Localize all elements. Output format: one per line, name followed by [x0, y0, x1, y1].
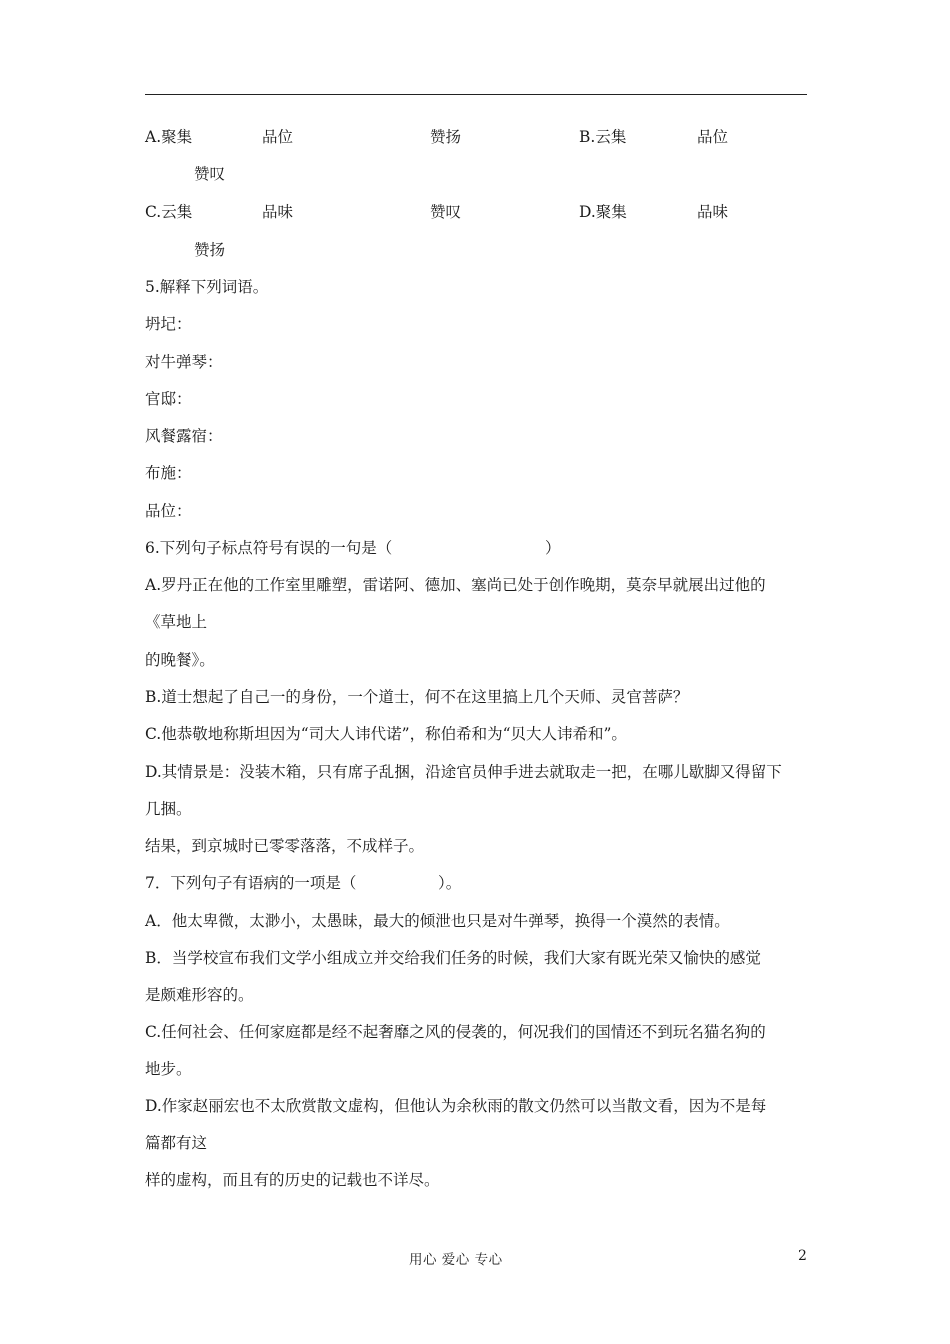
term-item: 品位： — [145, 502, 192, 520]
q6-option-d-line2: 几捆。 — [145, 800, 192, 818]
q6-option-c: C.他恭敬地称斯坦因为“司大人讳代诺”，称伯希和为“贝大人讳希和”。 — [145, 725, 627, 743]
option-c-word2: 品味 — [262, 203, 294, 221]
q7-option-c-line1: C.任何社会、任何家庭都是经不起奢靡之风的侵袭的，何况我们的国情还不到玩名猫名狗的 — [145, 1023, 766, 1041]
option-b-word2: 品位 — [697, 128, 729, 146]
q6-option-d-line1: D.其情景是：没装木箱，只有席子乱捆，沿途官员伸手进去就取走一把，在哪儿歇脚又得留下 — [145, 763, 782, 781]
question-6-title: 6.下列句子标点符号有误的一句是（ — [145, 539, 393, 557]
term-item: 官邸： — [145, 390, 192, 408]
q7-option-c-line2: 地步。 — [145, 1060, 192, 1078]
option-d-label: D.聚集 — [579, 203, 627, 221]
term-item: 坍圮： — [145, 315, 192, 333]
term-item: 风餐露宿： — [145, 427, 223, 445]
q7-option-d-line2: 篇都有这 — [145, 1134, 208, 1152]
page-number: 2 — [798, 1248, 807, 1264]
q7-option-d-line1: D.作家赵丽宏也不太欣赏散文虚构，但他认为余秋雨的散文仍然可以当散文看，因为不是每 — [145, 1097, 767, 1115]
q6-option-a-line1: A.罗丹正在他的工作室里雕塑，雷诺阿、德加、塞尚已处于创作晚期，莫奈早就展出过他的 — [145, 576, 766, 594]
q6-option-a-line2: 《草地上 — [145, 613, 208, 631]
option-a-word2: 品位 — [262, 128, 294, 146]
q6-option-d-line3: 结果，到京城时已零零落落，不成样子。 — [145, 837, 425, 855]
q7-option-a: A．他太卑微，太渺小，太愚昧，最大的倾泄也只是对牛弹琴，换得一个漠然的表情。 — [145, 912, 730, 930]
option-c-label: C.云集 — [145, 203, 193, 221]
header-rule — [145, 94, 807, 95]
option-b-word3: 赞叹 — [194, 165, 226, 183]
option-d-word2: 品味 — [697, 203, 729, 221]
q7-option-b-line2: 是颇难形容的。 — [145, 986, 254, 1004]
term-item: 对牛弹琴： — [145, 353, 223, 371]
term-item: 布施： — [145, 464, 192, 482]
q6-option-a-line3: 的晚餐》。 — [145, 651, 215, 669]
question-7-close-paren: ）。 — [438, 874, 462, 892]
q7-option-d-line3: 样的虚构，而且有的历史的记载也不详尽。 — [145, 1171, 440, 1189]
question-7-title: 7．下列句子有语病的一项是（ — [145, 874, 357, 892]
question-6-close-paren: ） — [545, 539, 561, 557]
option-a-word3: 赞扬 — [430, 128, 462, 146]
q7-option-b-line1: B．当学校宣布我们文学小组成立并交给我们任务的时候，我们大家有既光荣又愉快的感觉 — [145, 949, 761, 967]
question-5-title: 5.解释下列词语。 — [145, 278, 269, 296]
option-c-word3: 赞叹 — [430, 203, 462, 221]
q6-option-b: B.道士想起了自己一的身份，一个道士，何不在这里搞上几个天师、灵官菩萨？ — [145, 688, 689, 706]
option-d-word3: 赞扬 — [194, 241, 226, 259]
option-b-label: B.云集 — [579, 128, 627, 146]
option-a-label: A.聚集 — [145, 128, 193, 146]
page-footer: 用心 爱心 专心 — [409, 1252, 503, 1268]
